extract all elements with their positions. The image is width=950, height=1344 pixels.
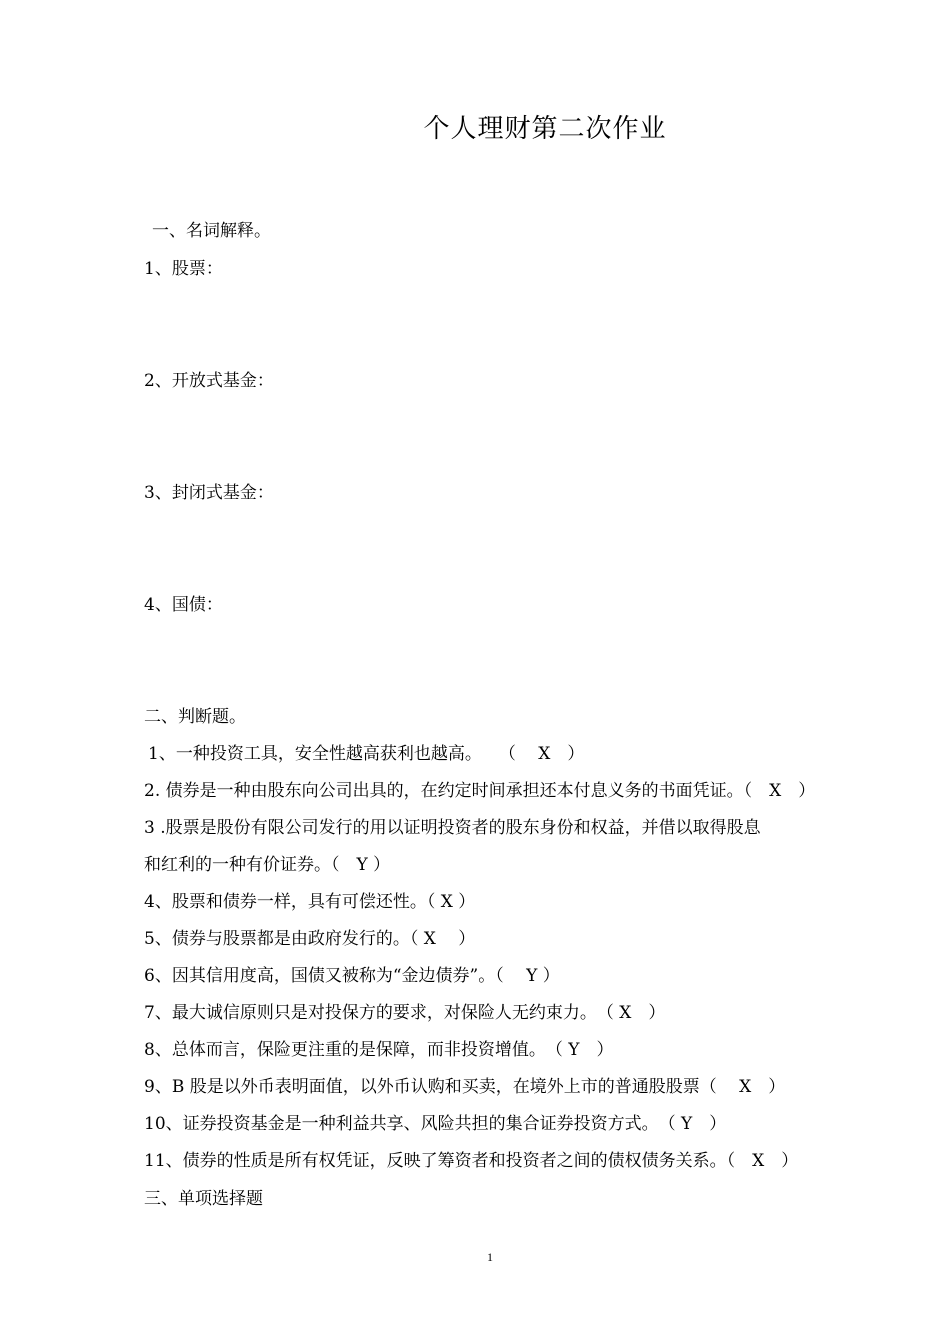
judgment-item: 9、B 股是以外币表明面值，以外币认购和买卖，在境外上市的普通股股票（ X ）	[144, 1077, 786, 1097]
page-number: 1	[487, 1250, 493, 1264]
judgment-item: 和红利的一种有价证券。（ Y ）	[144, 855, 391, 875]
judgment-item: 5、债券与股票都是由政府发行的。（ X ）	[144, 929, 476, 949]
judgment-item: 8、总体而言，保险更注重的是保障，而非投资增值。 （ Y ）	[144, 1040, 614, 1060]
judgment-item: 4、股票和债券一样，具有可偿还性。（ X ）	[144, 892, 476, 912]
section3-heading: 三、单项选择题	[144, 1189, 263, 1209]
judgment-item: 7、最大诚信原则只是对投保方的要求，对保险人无约束力。 （ X ）	[144, 1003, 666, 1023]
judgment-item: 11、债券的性质是所有权凭证，反映了筹资者和投资者之间的债权债务关系。（ X ）	[144, 1151, 799, 1171]
judgment-item: 10、证券投资基金是一种利益共享、风险共担的集合证券投资方式。 （ Y ）	[144, 1114, 727, 1134]
judgment-item: 6、因其信用度高，国债又被称为“金边债券”。（ Y ）	[144, 966, 560, 986]
judgment-item: 1、一种投资工具，安全性越高获利也越高。 （ X ）	[148, 744, 585, 764]
section2-heading: 二、判断题。	[144, 707, 246, 727]
judgment-item: 2. 债券是一种由股东向公司出具的，在约定时间承担还本付息义务的书面凭证。（ X ）	[144, 781, 816, 801]
term-item: 4、国债：	[144, 595, 223, 615]
term-item: 3、封闭式基金：	[144, 483, 274, 503]
page-title: 个人理财第二次作业	[423, 114, 667, 144]
section1-heading: 一、名词解释。	[152, 221, 271, 241]
term-item: 2、开放式基金：	[144, 371, 274, 391]
judgment-item: 3 .股票是股份有限公司发行的用以证明投资者的股东身份和权益，并借以取得股息	[144, 818, 761, 838]
term-item: 1、股票：	[144, 259, 223, 279]
